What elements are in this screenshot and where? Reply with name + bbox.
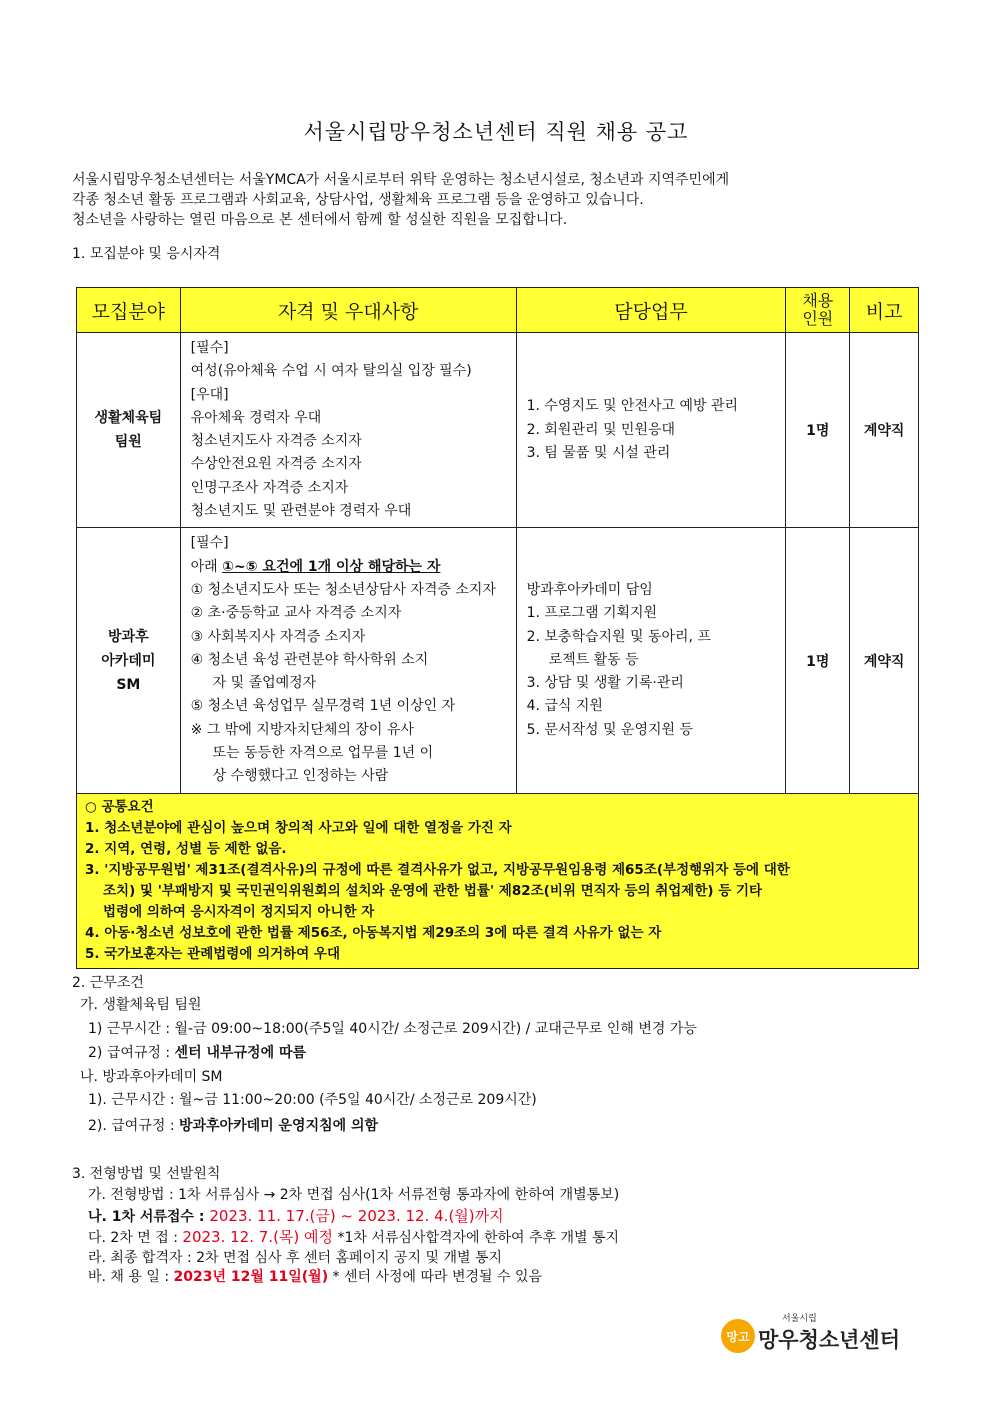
- intro-line: 각종 청소년 활동 프로그램과 사회교육, 상담사업, 생활체육 프로그램 등을 운영하고 있습니다.: [72, 192, 644, 208]
- common-item: 5. 국가보훈자는 관례법령에 의거하여 우대: [85, 945, 341, 962]
- section3-heading: 3. 전형방법 및 선발원칙: [72, 1166, 221, 1182]
- field-line: 팀원: [114, 434, 142, 451]
- logo-graphic: [720, 1312, 930, 1356]
- duty-item: 4. 급식 지원: [526, 698, 603, 715]
- qual-item: 또는 동등한 자격으로 업무를 1년 이: [212, 745, 434, 762]
- duty-item: 2. 보충학습지원 및 동아리, 프: [526, 628, 711, 645]
- qual-item: 인명구조사 자격증 소지자: [190, 479, 349, 496]
- common-requirements: [77, 793, 919, 968]
- field-line: SM: [116, 676, 141, 693]
- duty-item: 로젝트 활동 등: [548, 651, 639, 668]
- section3-a: 가. 전형방법 : 1차 서류심사 → 2차 면접 심사(1차 서류전형 통과자에 한하여 개별통보): [88, 1187, 620, 1203]
- qual-item: [우대]: [190, 386, 229, 403]
- intro-line: 청소년을 사랑하는 열린 마음으로 본 센터에서 함께 할 성실한 직원을 모집합니다.: [72, 212, 568, 228]
- recruit-table: [76, 287, 919, 969]
- common-item: 2. 지역, 연령, 성별 등 제한 없음.: [85, 840, 287, 857]
- qual-item: 수상안전요원 자격증 소지자: [190, 456, 362, 473]
- center-logo: [720, 1312, 930, 1356]
- qual-prefix: 아래: [190, 558, 223, 575]
- label: 바. 채 용 일 :: [88, 1269, 174, 1285]
- note: * 센터 사정에 따라 변경될 수 있음: [328, 1269, 543, 1285]
- header-duty: 담당업무: [516, 288, 786, 333]
- header-qualification: 자격 및 우대사항: [180, 288, 516, 333]
- qual-item: 청소년지도 및 관련분야 경력자 우대: [190, 503, 412, 520]
- common-item: 4. 아동·청소년 성보호에 관한 법률 제56조, 아동복지법 제29조의 3에 따른 결격 사유가 없는 자: [85, 924, 662, 941]
- label: 나. 1차 서류접수 :: [88, 1209, 210, 1225]
- section2-heading: 2. 근무조건: [72, 975, 144, 991]
- row2-duty: [516, 528, 786, 793]
- section1-heading: 1. 모집분야 및 응시자격: [72, 246, 221, 262]
- qual-item: ④ 청소년 육성 관련분야 학사학위 소지: [190, 651, 429, 668]
- section3-e: [88, 1266, 542, 1286]
- duty-item: 2. 회원관리 및 민원응대: [526, 421, 676, 438]
- section2-a1: 1) 근무시간 : 월-금 09:00~18:00(주5일 40시간/ 소정근로 209시간) / 교대근무로 인해 변경 가능: [88, 1021, 697, 1037]
- common-item: 법령에 의하여 응시자격이 정지되지 아니한 자: [103, 903, 375, 920]
- qual-item: 상 수행했다고 인정하는 사람: [212, 768, 389, 785]
- section2-sub-b: 나. 방과후아카데미 SM: [80, 1069, 223, 1085]
- section2-a2: [88, 1042, 306, 1062]
- row1-qualification: [180, 333, 516, 528]
- intro-line: 서울시립망우청소년센터는 서울YMCA가 서울시로부터 위탁 운영하는 청소년시설로, 청소년과 지역주민에게: [72, 172, 730, 188]
- common-item: ○ 공통요건: [85, 798, 154, 815]
- deadline-value: 2023. 11. 17.(금) ~ 2023. 12. 4.(월)까지: [209, 1207, 504, 1225]
- row1-duty: [516, 333, 786, 528]
- header-count-line: 채용: [802, 291, 834, 310]
- section2-b2: [88, 1115, 378, 1135]
- table-row: [77, 528, 919, 793]
- intro-paragraph: [72, 170, 932, 230]
- duty-item: 3. 상담 및 생활 기록·관리: [526, 675, 684, 692]
- row2-field: [77, 528, 181, 793]
- qual-item: [191, 556, 506, 579]
- value: 방과후아카데미 운영지침에 의함: [178, 1118, 379, 1134]
- note: *1차 서류심사합격자에 한하여 추후 개별 통지: [333, 1230, 620, 1246]
- field-line: 아카데미: [101, 652, 156, 669]
- field-line: 생활체육팀: [94, 410, 163, 427]
- value: 센터 내부규정에 따름: [174, 1045, 307, 1061]
- field-line: 방과후: [108, 628, 149, 645]
- row1-count: 1명: [786, 333, 850, 528]
- row2-count: 1명: [786, 528, 850, 793]
- interview-date: 2023. 12. 7.(목) 예정: [182, 1228, 334, 1246]
- duty-item: 방과후아카데미 담임: [526, 581, 653, 598]
- row1-field: [77, 333, 181, 528]
- qual-item: 자 및 졸업예정자: [212, 675, 317, 692]
- logo-small-text: 서울시립: [782, 1314, 817, 1324]
- label: 2). 급여규정 :: [88, 1118, 179, 1134]
- qual-requirement-emphasis: ①~⑤ 요건에 1개 이상 해당하는 자: [222, 558, 441, 575]
- qual-item: ② 초·중등학교 교사 자격증 소지자: [190, 605, 402, 622]
- qual-item: 여성(유아체육 수업 시 여자 탈의실 입장 필수): [190, 363, 472, 380]
- common-item: 조치) 및 '부패방지 및 국민권익위원회의 설치와 운영에 관한 법률' 제82조(비위 면직자 등의 취업제한) 등 기타: [103, 882, 763, 899]
- table-header-row: [77, 288, 919, 333]
- common-item: 3. '지방공무원법' 제31조(결격사유)의 규정에 따른 결격사유가 없고, 지방공무원임용령 제65조(부정행위자 등에 대한: [85, 861, 790, 878]
- label: 2) 급여규정 :: [88, 1045, 175, 1061]
- row1-note: 계약직: [850, 333, 919, 528]
- logo-circle-text: 망고: [726, 1330, 750, 1344]
- table-row: [77, 333, 919, 528]
- header-count-line: 인원: [802, 309, 834, 328]
- qual-item: ⑤ 청소년 육성업무 실무경력 1년 이상인 자: [190, 698, 456, 715]
- qual-item: [필수]: [190, 535, 229, 552]
- duty-item: 1. 프로그램 기획지원: [526, 605, 658, 622]
- duty-item: 1. 수영지도 및 안전사고 예방 관리: [526, 398, 739, 415]
- common-requirements-row: [77, 793, 919, 968]
- section2-sub-a: 가. 생활체육팀 팀원: [80, 997, 202, 1013]
- logo-name-text: 망우청소년센터: [758, 1328, 901, 1352]
- label: 다. 2차 면 접 :: [88, 1230, 183, 1246]
- header-field: 모집분야: [77, 288, 181, 333]
- header-note: 비고: [850, 288, 919, 333]
- qual-item: 유아체육 경력자 우대: [190, 409, 322, 426]
- duty-item: 3. 팀 물품 및 시설 관리: [526, 444, 671, 461]
- duty-item: 5. 문서작성 및 운영지원 등: [526, 721, 693, 738]
- qual-item: ① 청소년지도사 또는 청소년상담사 자격증 소지자: [190, 581, 496, 598]
- header-count: [786, 288, 850, 333]
- qual-item: ※ 그 밖에 지방자치단체의 장이 유사: [190, 721, 414, 738]
- common-item: 1. 청소년분야에 관심이 높으며 창의적 사고와 일에 대한 열정을 가진 자: [85, 819, 512, 836]
- page-title: 서울시립망우청소년센터 직원 채용 공고: [303, 120, 689, 144]
- row2-note: 계약직: [850, 528, 919, 793]
- section2-b1: 1). 근무시간 : 월~금 11:00~20:00 (주5일 40시간/ 소정근로 209시간): [88, 1092, 537, 1108]
- qual-item: [필수]: [190, 340, 229, 356]
- section3-d: 라. 최종 합격자 : 2차 면접 심사 후 센터 홈페이지 공지 및 개별 통지: [88, 1250, 503, 1266]
- qual-item: 청소년지도사 자격증 소지자: [190, 433, 362, 450]
- section3-c: [88, 1226, 619, 1247]
- hire-date: 2023년 12월 11일(월): [173, 1269, 329, 1285]
- qual-item: ③ 사회복지사 자격증 소지자: [190, 628, 366, 645]
- row2-qualification: [180, 528, 516, 793]
- section3-b: [88, 1205, 504, 1226]
